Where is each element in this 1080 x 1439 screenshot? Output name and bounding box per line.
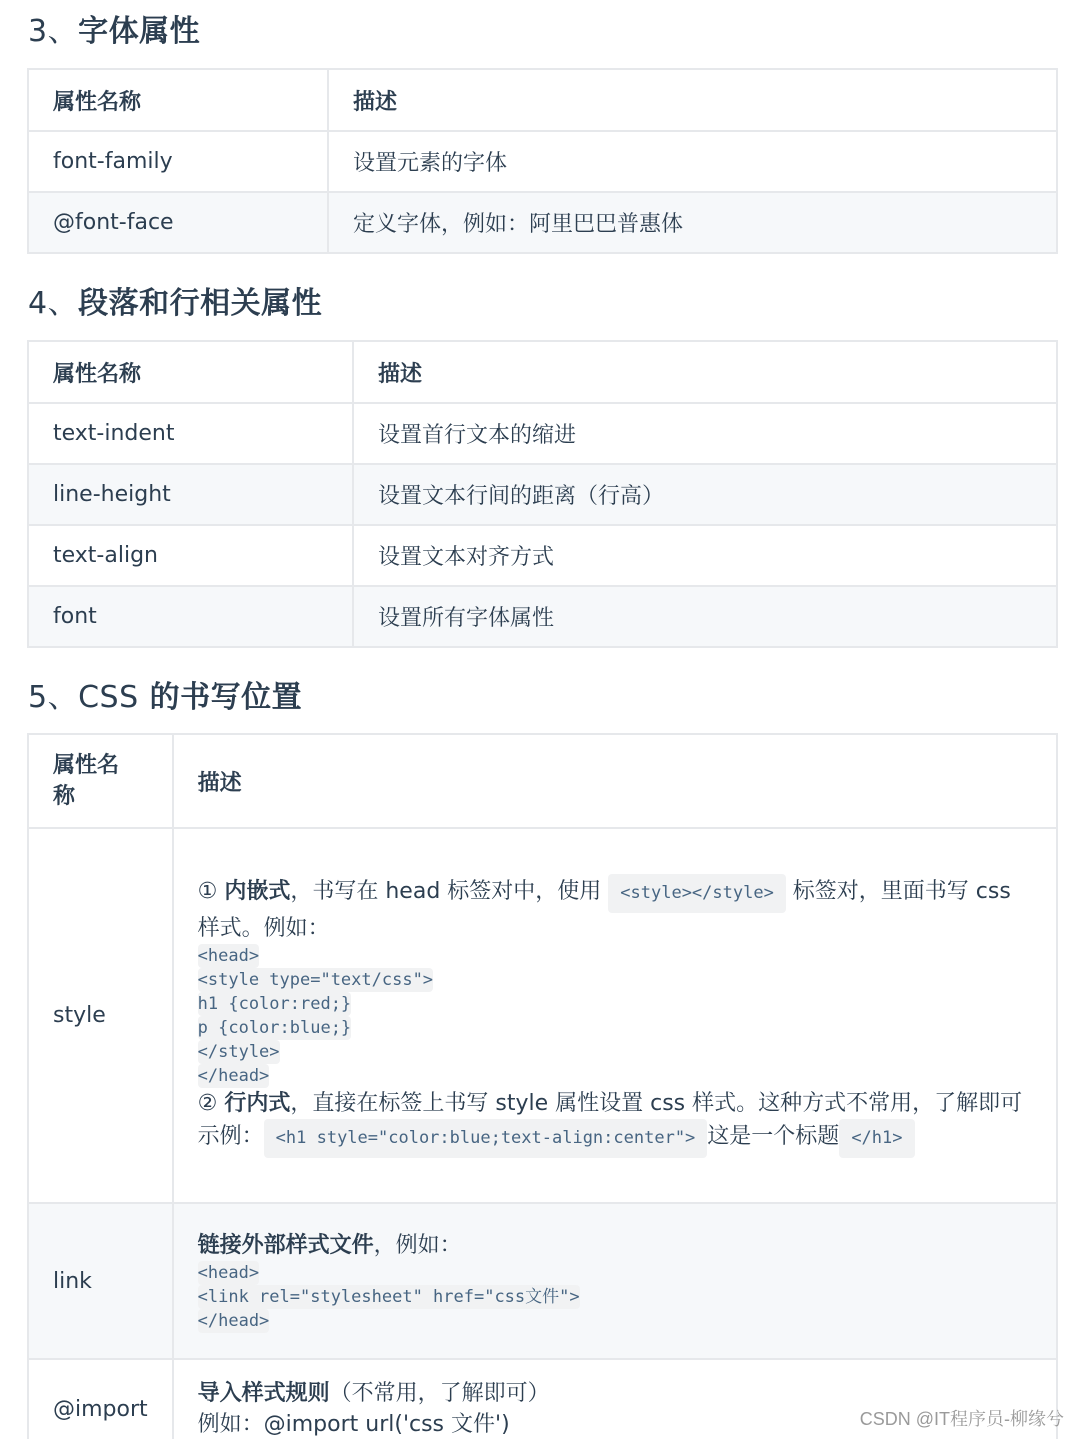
table-row — [28, 131, 1057, 192]
code-line: <link rel="stylesheet" href="css文件"> — [197, 1286, 580, 1307]
table-row — [28, 192, 1057, 253]
inline-attr-paragraph — [198, 1088, 1032, 1119]
inline-code: <h1 style="color:blue;text-align:center"> — [264, 1119, 708, 1158]
property-desc — [173, 1203, 1057, 1359]
link-paragraph — [198, 1230, 1032, 1261]
section-heading-css-location — [28, 672, 302, 716]
property-desc: 设置元素的字体 — [328, 131, 1057, 192]
heading-number: 4、 — [28, 286, 79, 321]
inline-code: <style></style> — [608, 874, 786, 913]
text: ，直接在标签上书写 style 属性设置 css 样式。这种方式不常用，了解即可 — [290, 1090, 1023, 1116]
circled-number: ① — [197, 878, 225, 904]
property-name: @import — [28, 1359, 173, 1439]
heading-latin: CSS — [78, 680, 139, 715]
text: （不常用，了解即可） — [329, 1381, 550, 1406]
header-cell-desc: 描述 — [353, 341, 1057, 403]
section-heading-paragraph — [28, 278, 322, 322]
code-lines — [198, 1261, 1032, 1333]
table-row — [28, 464, 1057, 525]
code-line: p {color:blue;} — [197, 1017, 352, 1038]
inline-code: </h1> — [839, 1119, 914, 1158]
heading-text: 字体属性 — [78, 14, 201, 49]
text: ，例如： — [373, 1232, 462, 1258]
code-line: h1 {color:red;} — [197, 993, 352, 1014]
header-cell-name: 属性名称 — [28, 69, 328, 131]
property-name: style — [28, 828, 173, 1203]
code-lines — [198, 944, 1032, 1088]
bold-term: 导入样式规则 — [197, 1381, 330, 1406]
table-row-style — [28, 828, 1057, 1203]
heading-number: 5、 — [28, 680, 79, 715]
code-line: </head> — [197, 1310, 270, 1331]
table-row — [28, 525, 1057, 586]
example-line — [198, 1119, 1032, 1158]
property-name: link — [28, 1203, 173, 1359]
table-header-row — [28, 734, 1057, 828]
header-cell-desc: 描述 — [328, 69, 1057, 131]
bold-term: 链接外部样式文件 — [197, 1232, 374, 1258]
inline-style-paragraph — [198, 874, 1032, 944]
table-row-link — [28, 1203, 1057, 1359]
header-cell-name: 属性名称 — [28, 341, 353, 403]
bold-term: 行内式 — [224, 1090, 291, 1116]
property-name: line-height — [28, 464, 353, 525]
property-name: text-align — [28, 525, 353, 586]
paragraph-properties-table — [27, 340, 1058, 648]
heading-number: 3、 — [28, 14, 79, 49]
circled-number: ② — [197, 1090, 225, 1116]
header-cell-name: 属性名称 — [28, 734, 173, 828]
heading-text: 段落和行相关属性 — [78, 286, 323, 321]
bold-term: 内嵌式 — [224, 878, 291, 904]
text: 标签对，里面书写 css 样式。例如： — [197, 878, 1011, 941]
table-row — [28, 586, 1057, 647]
property-desc: 设置首行文本的缩进 — [353, 403, 1057, 464]
code-line: <style type="text/css"> — [197, 969, 434, 990]
code-line: </head> — [197, 1065, 270, 1086]
property-name: text-indent — [28, 403, 353, 464]
code-line: </style> — [197, 1041, 280, 1062]
text: ，书写在 head 标签对中，使用 — [290, 878, 609, 904]
table-header-row — [28, 341, 1057, 403]
font-properties-table — [27, 68, 1058, 254]
example-label: 示例： — [197, 1123, 264, 1149]
watermark: CSDN @IT程序员-柳缘兮 — [859, 1409, 1064, 1429]
css-location-table — [27, 733, 1058, 1439]
header-cell-desc: 描述 — [173, 734, 1057, 828]
table-header-row — [28, 69, 1057, 131]
property-name: @font-face — [28, 192, 328, 253]
text: 这是一个标题 — [707, 1123, 840, 1149]
code-line: <head> — [197, 945, 260, 966]
property-desc: 设置文本行间的距离（行高） — [353, 464, 1057, 525]
property-name: font-family — [28, 131, 328, 192]
code-line: <head> — [197, 1262, 260, 1283]
property-desc: 设置所有字体属性 — [353, 586, 1057, 647]
heading-text: 的书写位置 — [149, 680, 303, 715]
section-heading-font — [28, 6, 200, 50]
property-desc: 定义字体，例如：阿里巴巴普惠体 — [328, 192, 1057, 253]
table-row — [28, 403, 1057, 464]
property-name: font — [28, 586, 353, 647]
import-example: 例如：@import url('css 文件') — [197, 1412, 510, 1437]
property-desc: 设置文本对齐方式 — [353, 525, 1057, 586]
property-desc — [173, 828, 1057, 1203]
